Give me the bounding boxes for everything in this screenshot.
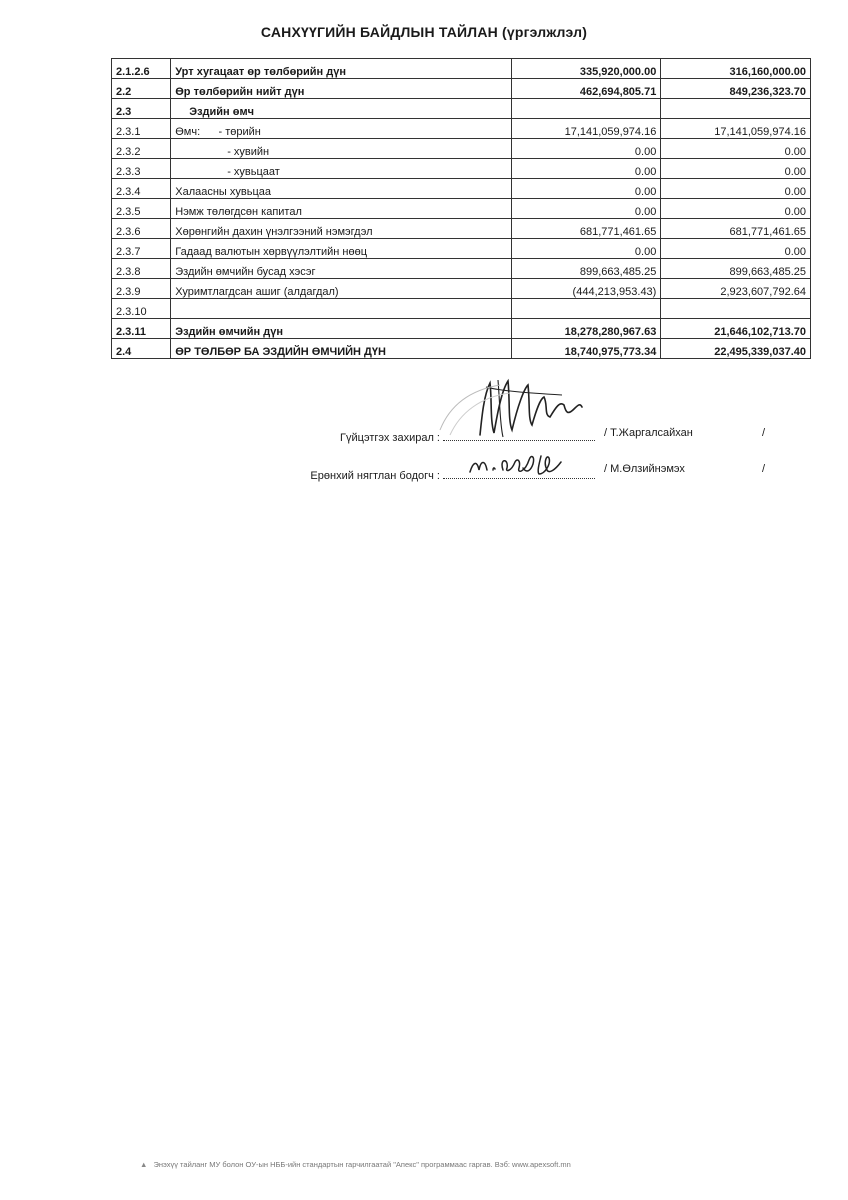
row-code: 2.1.2.6: [112, 59, 171, 79]
row-value-start: [511, 99, 661, 119]
table-row: [112, 99, 811, 119]
row-value-end: 0.00: [661, 179, 811, 199]
row-value-end: 0.00: [661, 239, 811, 259]
row-value-start: 0.00: [511, 199, 661, 219]
row-value-end: [661, 99, 811, 119]
table-row: [112, 159, 811, 179]
row-code: 2.3.8: [112, 259, 171, 279]
row-value-start: 462,694,805.71: [511, 79, 661, 99]
row-code: 2.4: [112, 339, 171, 359]
row-value-start: 0.00: [511, 139, 661, 159]
table-row: [112, 239, 811, 259]
row-label: Хөрөнгийн дахин үнэлгээний нэмэгдэл: [171, 219, 511, 239]
row-value-start: 335,920,000.00: [511, 59, 661, 79]
apex-logo-icon: ▲: [140, 1160, 148, 1169]
director-label: Гүйцэтгэх захирал :: [340, 432, 440, 444]
row-label: Халаасны хувьцаа: [171, 179, 511, 199]
row-value-end: 17,141,059,974.16: [661, 119, 811, 139]
table-row: [112, 339, 811, 359]
row-value-start: 18,740,975,773.34: [511, 339, 661, 359]
row-code: 2.3.10: [112, 299, 171, 319]
accountant-close-slash: /: [762, 463, 766, 475]
row-value-end: 899,663,485.25: [661, 259, 811, 279]
accountant-handwritten-signature: [465, 448, 585, 478]
row-label: Өмч: - төрийн: [171, 119, 511, 139]
row-label: [171, 299, 511, 319]
row-label: Урт хугацаат өр төлбөрийн дүн: [171, 59, 511, 79]
row-code: 2.3.2: [112, 139, 171, 159]
table-row: [112, 219, 811, 239]
table-row: [112, 259, 811, 279]
table-body: [112, 59, 811, 359]
row-code: 2.2: [112, 79, 171, 99]
table-row: [112, 59, 811, 79]
row-value-start: (444,213,953.43): [511, 279, 661, 299]
row-label: Эздийн өмчийн дүн: [171, 319, 511, 339]
table-row: [112, 299, 811, 319]
row-value-end: [661, 299, 811, 319]
row-label: Гадаад валютын хөрвүүлэлтийн нөөц: [171, 239, 511, 259]
row-code: 2.3.6: [112, 219, 171, 239]
row-value-start: 681,771,461.65: [511, 219, 661, 239]
row-label: Өр төлбөрийн нийт дүн: [171, 79, 511, 99]
table-row: [112, 139, 811, 159]
row-value-start: 17,141,059,974.16: [511, 119, 661, 139]
row-code: 2.3.3: [112, 159, 171, 179]
director-name: / Т.Жаргалсайхан: [604, 427, 693, 439]
row-label: - хувийн: [171, 139, 511, 159]
row-value-start: 0.00: [511, 179, 661, 199]
row-label: ӨР ТӨЛБӨР БА ЭЗДИЙН ӨМЧИЙН ДҮН: [171, 339, 511, 359]
row-value-end: 0.00: [661, 199, 811, 219]
row-code: 2.3.1: [112, 119, 171, 139]
row-code: 2.3.11: [112, 319, 171, 339]
row-value-end: 0.00: [661, 159, 811, 179]
row-value-start: 0.00: [511, 159, 661, 179]
row-value-end: 316,160,000.00: [661, 59, 811, 79]
director-close-slash: /: [762, 427, 766, 439]
row-value-start: [511, 299, 661, 319]
row-code: 2.3.4: [112, 179, 171, 199]
row-value-end: 681,771,461.65: [661, 219, 811, 239]
balance-sheet-table: [111, 58, 811, 359]
table-row: [112, 79, 811, 99]
table-row: [112, 199, 811, 219]
table-row: [112, 179, 811, 199]
row-code: 2.3.5: [112, 199, 171, 219]
row-label: Нэмж төлөгдсөн капитал: [171, 199, 511, 219]
row-value-start: 899,663,485.25: [511, 259, 661, 279]
report-title: САНХҮҮГИЙН БАЙДЛЫН ТАЙЛАН (үргэлжлэл): [260, 24, 588, 40]
row-label: Хуримтлагдсан ашиг (алдагдал): [171, 279, 511, 299]
table-row: [112, 319, 811, 339]
footer-text: Энэхүү тайланг МУ болон ОУ-ын НББ-ийн стандартын гарчилгаатай "Апекс" программаас гаргав. Вэб: www.apexsoft.mn: [153, 1160, 571, 1169]
row-value-end: 0.00: [661, 139, 811, 159]
footer-note: [140, 1160, 571, 1169]
row-label: Эздийн өмчийн бусад хэсэг: [171, 259, 511, 279]
table-row: [112, 279, 811, 299]
row-value-end: 2,923,607,792.64: [661, 279, 811, 299]
row-label: - хувьцаат: [171, 159, 511, 179]
row-value-end: 849,236,323.70: [661, 79, 811, 99]
row-code: 2.3.9: [112, 279, 171, 299]
row-value-end: 21,646,102,713.70: [661, 319, 811, 339]
accountant-label: Ерөнхий нягтлан бодогч :: [310, 470, 440, 482]
faint-stamp: [430, 375, 520, 445]
row-value-end: 22,495,339,037.40: [661, 339, 811, 359]
accountant-name: / М.Өлзийнэмэх: [604, 463, 685, 475]
row-label: Эздийн өмч: [171, 99, 511, 119]
row-code: 2.3.7: [112, 239, 171, 259]
table-row: [112, 119, 811, 139]
row-value-start: 0.00: [511, 239, 661, 259]
row-code: 2.3: [112, 99, 171, 119]
row-value-start: 18,278,280,967.63: [511, 319, 661, 339]
